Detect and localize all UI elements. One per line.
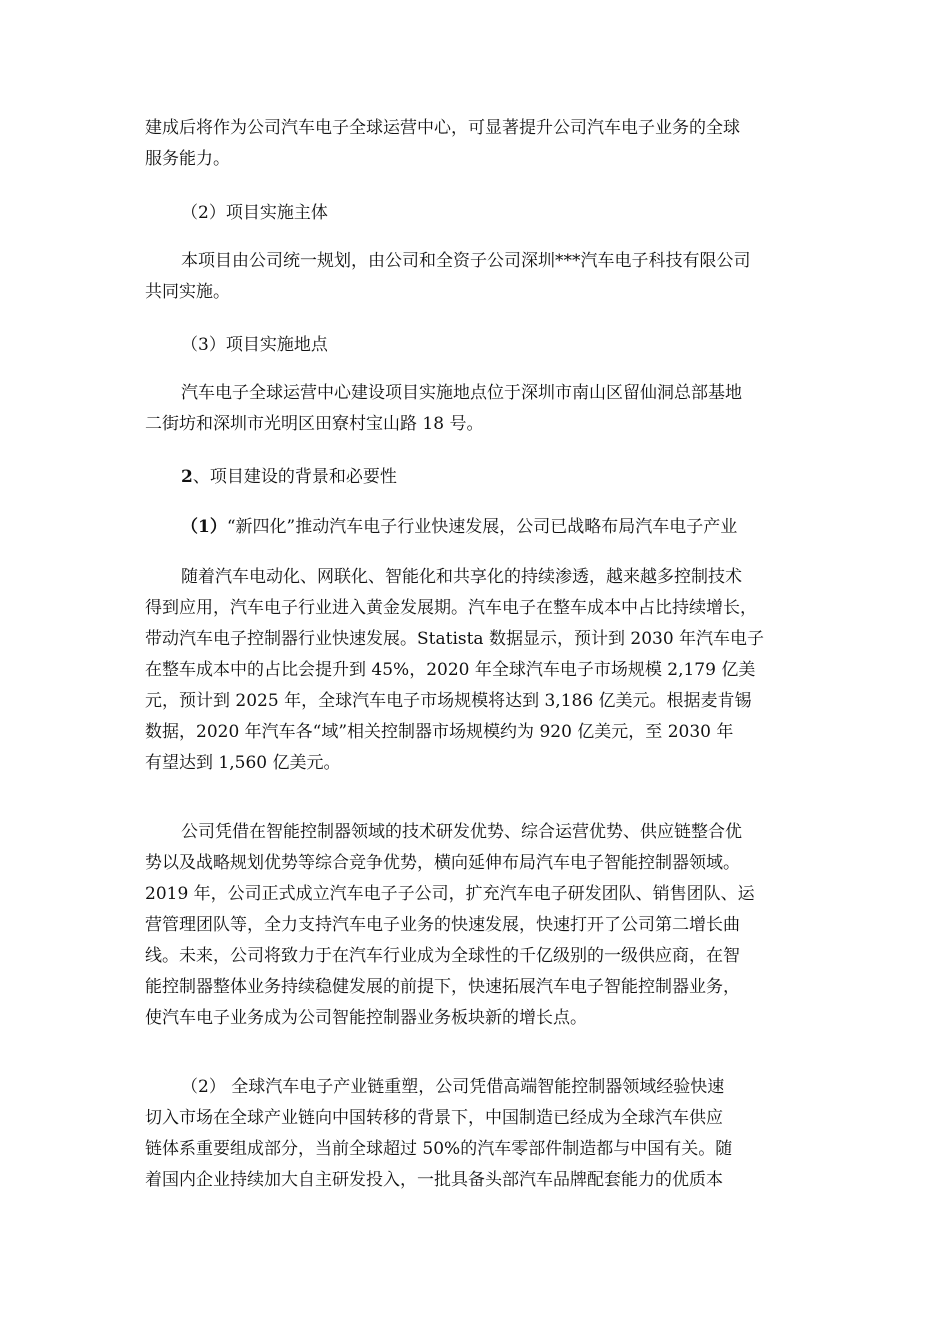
paragraph-company-strategy [145, 817, 825, 1034]
text-line: 着国内企业持续加大自主研发投入，一批具备头部汽车品牌配套能力的优质本 [145, 1170, 723, 1190]
section-number: 2 [181, 467, 193, 487]
section-title: 、项目建设的背景和必要性 [192, 467, 397, 487]
paragraph-implementation-location [145, 378, 825, 440]
text-line: （2） 全球汽车电子产业链重塑，公司凭借高端智能控制器领域经验快速 [181, 1077, 725, 1097]
text-line: 建成后将作为公司汽车电子全球运营中心，可显著提升公司汽车电子业务的全球 [145, 118, 740, 138]
text-line: 得到应用，汽车电子行业进入黄金发展期。汽车电子在整车成本中占比持续增长， [145, 598, 757, 618]
text-line: 势以及战略规划优势等综合竞争优势，横向延伸布局汽车电子智能控制器领域。 [145, 853, 740, 873]
heading-implementation-entity: （2）项目实施主体 [181, 203, 328, 223]
text-line: 营管理团队等，全力支持汽车电子业务的快速发展，快速打开了公司第二增长曲 [145, 915, 740, 935]
text-line: 元，预计到 2025 年，全球汽车电子市场规模将达到 3,186 亿美元。根据麦肯锡 [145, 691, 752, 711]
text-line: 共同实施。 [145, 282, 230, 302]
text-line: 2019 年，公司正式成立汽车电子子公司，扩充汽车电子研发团队、销售团队、运 [145, 884, 755, 904]
heading-new-four [181, 512, 841, 543]
heading-number: （1） [181, 517, 227, 537]
text-line: 链体系重要组成部分，当前全球超过 50%的汽车零部件制造都与中国有关。随 [145, 1139, 733, 1159]
text-line: 切入市场在全球产业链向中国转移的背景下，中国制造已经成为全球汽车供应 [145, 1108, 723, 1128]
paragraph-supply-chain [145, 1072, 825, 1196]
paragraph-global-center [145, 113, 825, 175]
text-line: 本项目由公司统一规划，由公司和全资子公司深圳***汽车电子科技有限公司 [181, 251, 751, 271]
text-line: 带动汽车电子控制器行业快速发展。Statista 数据显示，预计到 2030 年汽车电子 [145, 629, 765, 649]
paragraph-implementation-entity [145, 246, 825, 308]
heading-text: “新四化”推动汽车电子行业快速发展，公司已战略布局汽车电子产业 [226, 517, 738, 537]
text-line: 在整车成本中的占比会提升到 45%，2020 年全球汽车电子市场规模 2,179 亿美 [145, 660, 756, 680]
text-line: 能控制器整体业务持续稳健发展的前提下，快速拓展汽车电子智能控制器业务， [145, 977, 740, 997]
text-line: 二街坊和深圳市光明区田寮村宝山路 18 号。 [145, 414, 484, 434]
text-line: 公司凭借在智能控制器领域的技术研发优势、综合运营优势、供应链整合优 [181, 822, 742, 842]
text-line: 汽车电子全球运营中心建设项目实施地点位于深圳市南山区留仙洞总部基地 [181, 383, 742, 403]
paragraph-market-data [145, 562, 825, 779]
text-line: 有望达到 1,560 亿美元。 [145, 753, 341, 773]
text-line: 数据，2020 年汽车各“域”相关控制器市场规模约为 920 亿美元，至 2030 年 [145, 722, 734, 742]
section-heading-background [181, 462, 861, 493]
text-line: 服务能力。 [145, 149, 230, 169]
text-line: 随着汽车电动化、网联化、智能化和共享化的持续渗透，越来越多控制技术 [181, 567, 742, 587]
text-line: 线。未来，公司将致力于在汽车行业成为全球性的千亿级别的一级供应商，在智 [145, 946, 740, 966]
text-line: 使汽车电子业务成为公司智能控制器业务板块新的增长点。 [145, 1008, 587, 1028]
heading-implementation-location: （3）项目实施地点 [181, 335, 328, 355]
